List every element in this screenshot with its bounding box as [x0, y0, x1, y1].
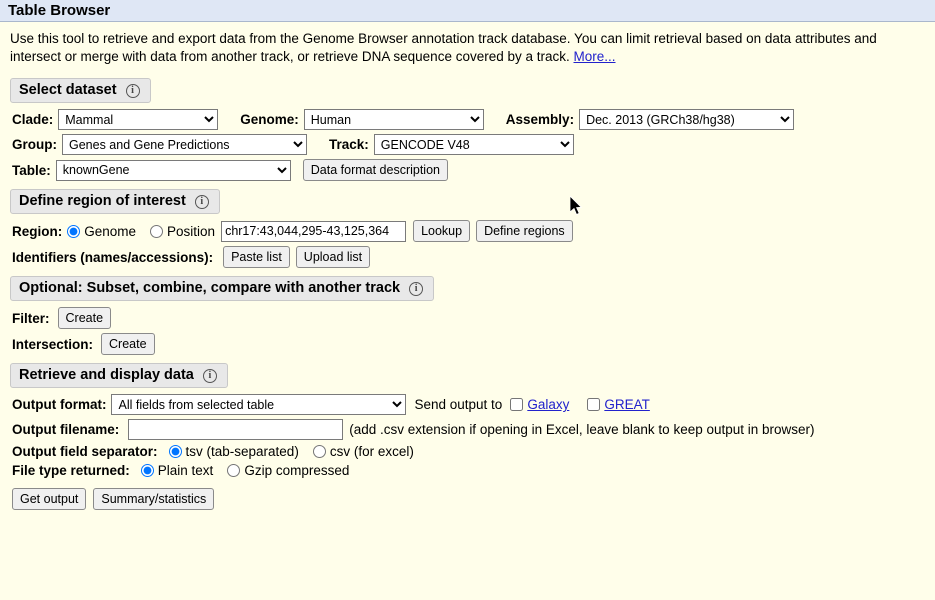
info-icon[interactable]: i	[409, 282, 423, 296]
summary-statistics-button[interactable]: Summary/statistics	[93, 488, 214, 510]
region-heading	[10, 189, 220, 214]
group-select[interactable]	[62, 134, 307, 155]
optional-heading-label: Optional: Subset, combine, compare with another track	[19, 280, 401, 297]
page-title: Table Browser	[8, 2, 111, 19]
gzip-radio[interactable]	[227, 464, 240, 477]
region-position-label: Position	[167, 223, 216, 239]
filter-create-button[interactable]: Create	[58, 307, 112, 329]
clade-label: Clade:	[12, 112, 54, 128]
tsv-label: tsv (tab-separated)	[185, 444, 299, 460]
get-output-button[interactable]: Get output	[12, 488, 86, 510]
region-section	[10, 189, 935, 268]
upload-list-button[interactable]: Upload list	[296, 246, 370, 268]
track-select[interactable]	[374, 134, 574, 155]
paste-list-button[interactable]: Paste list	[223, 246, 290, 268]
output-format-label: Output format:	[12, 397, 107, 413]
intersection-create-button[interactable]: Create	[101, 333, 155, 355]
region-row	[12, 220, 935, 242]
define-regions-button[interactable]: Define regions	[476, 220, 573, 242]
intro-text: Use this tool to retrieve and export data from the Genome Browser annotation track database. You can limit retrieval based on data attributes and intersect or merge with data from another track, or retrieve DNA sequence covered by a track.	[10, 31, 877, 65]
output-filename-input[interactable]	[128, 419, 343, 440]
clade-genome-assembly-row	[12, 109, 935, 130]
region-heading-label: Define region of interest	[19, 193, 186, 210]
region-label: Region:	[12, 223, 63, 239]
table-row	[12, 159, 935, 181]
gzip-label: Gzip compressed	[244, 463, 350, 479]
assembly-label: Assembly:	[505, 112, 575, 128]
genome-label: Genome:	[240, 112, 299, 128]
data-format-description-button[interactable]: Data format description	[303, 159, 448, 181]
optional-section	[10, 276, 935, 355]
output-filename-label: Output filename:	[12, 422, 120, 438]
table-label: Table:	[12, 162, 51, 178]
identifiers-row	[12, 246, 935, 268]
genome-select[interactable]	[304, 109, 484, 130]
select-dataset-heading-label: Select dataset	[19, 82, 117, 99]
region-position-radio[interactable]	[150, 225, 163, 238]
retrieve-heading	[10, 363, 228, 388]
info-icon[interactable]: i	[203, 369, 217, 383]
identifiers-label: Identifiers (names/accessions):	[12, 249, 214, 265]
tsv-radio[interactable]	[169, 445, 182, 458]
output-format-row	[12, 394, 935, 415]
track-label: Track:	[329, 137, 369, 153]
info-icon[interactable]: i	[126, 84, 140, 98]
action-buttons-row	[12, 488, 935, 510]
output-format-select[interactable]	[111, 394, 406, 415]
output-filename-row	[12, 419, 935, 440]
great-link[interactable]: GREAT	[604, 397, 650, 413]
position-input[interactable]	[221, 221, 406, 242]
filter-label: Filter:	[12, 310, 50, 326]
great-checkbox[interactable]	[587, 398, 600, 411]
more-link[interactable]: More...	[573, 49, 616, 65]
table-select[interactable]	[56, 160, 291, 181]
galaxy-link[interactable]: Galaxy	[527, 397, 570, 413]
info-icon[interactable]: i	[195, 195, 209, 209]
field-separator-row	[12, 444, 935, 459]
region-genome-radio[interactable]	[67, 225, 80, 238]
intro-paragraph	[0, 22, 935, 70]
lookup-button[interactable]: Lookup	[413, 220, 470, 242]
assembly-select[interactable]	[579, 109, 794, 130]
optional-heading	[10, 276, 434, 301]
group-track-row	[12, 134, 935, 155]
select-dataset-heading	[10, 78, 151, 103]
csv-radio[interactable]	[313, 445, 326, 458]
csv-label: csv (for excel)	[329, 444, 414, 460]
intersection-row	[12, 333, 935, 355]
clade-select[interactable]	[58, 109, 218, 130]
window-title-bar	[0, 0, 935, 22]
galaxy-checkbox[interactable]	[510, 398, 523, 411]
region-genome-label: Genome	[84, 223, 137, 239]
file-type-row	[12, 463, 935, 478]
group-label: Group:	[12, 137, 57, 153]
file-type-label: File type returned:	[12, 463, 130, 479]
retrieve-heading-label: Retrieve and display data	[19, 367, 194, 384]
filter-row	[12, 307, 935, 329]
intersection-label: Intersection:	[12, 336, 94, 352]
plain-text-label: Plain text	[157, 463, 214, 479]
send-output-label: Send output to	[414, 397, 503, 413]
output-filename-note: (add .csv extension if opening in Excel, leave blank to keep output in browser)	[349, 422, 815, 438]
select-dataset-section	[10, 78, 935, 181]
retrieve-section	[10, 363, 935, 510]
plain-text-radio[interactable]	[141, 464, 154, 477]
field-separator-label: Output field separator:	[12, 444, 158, 460]
